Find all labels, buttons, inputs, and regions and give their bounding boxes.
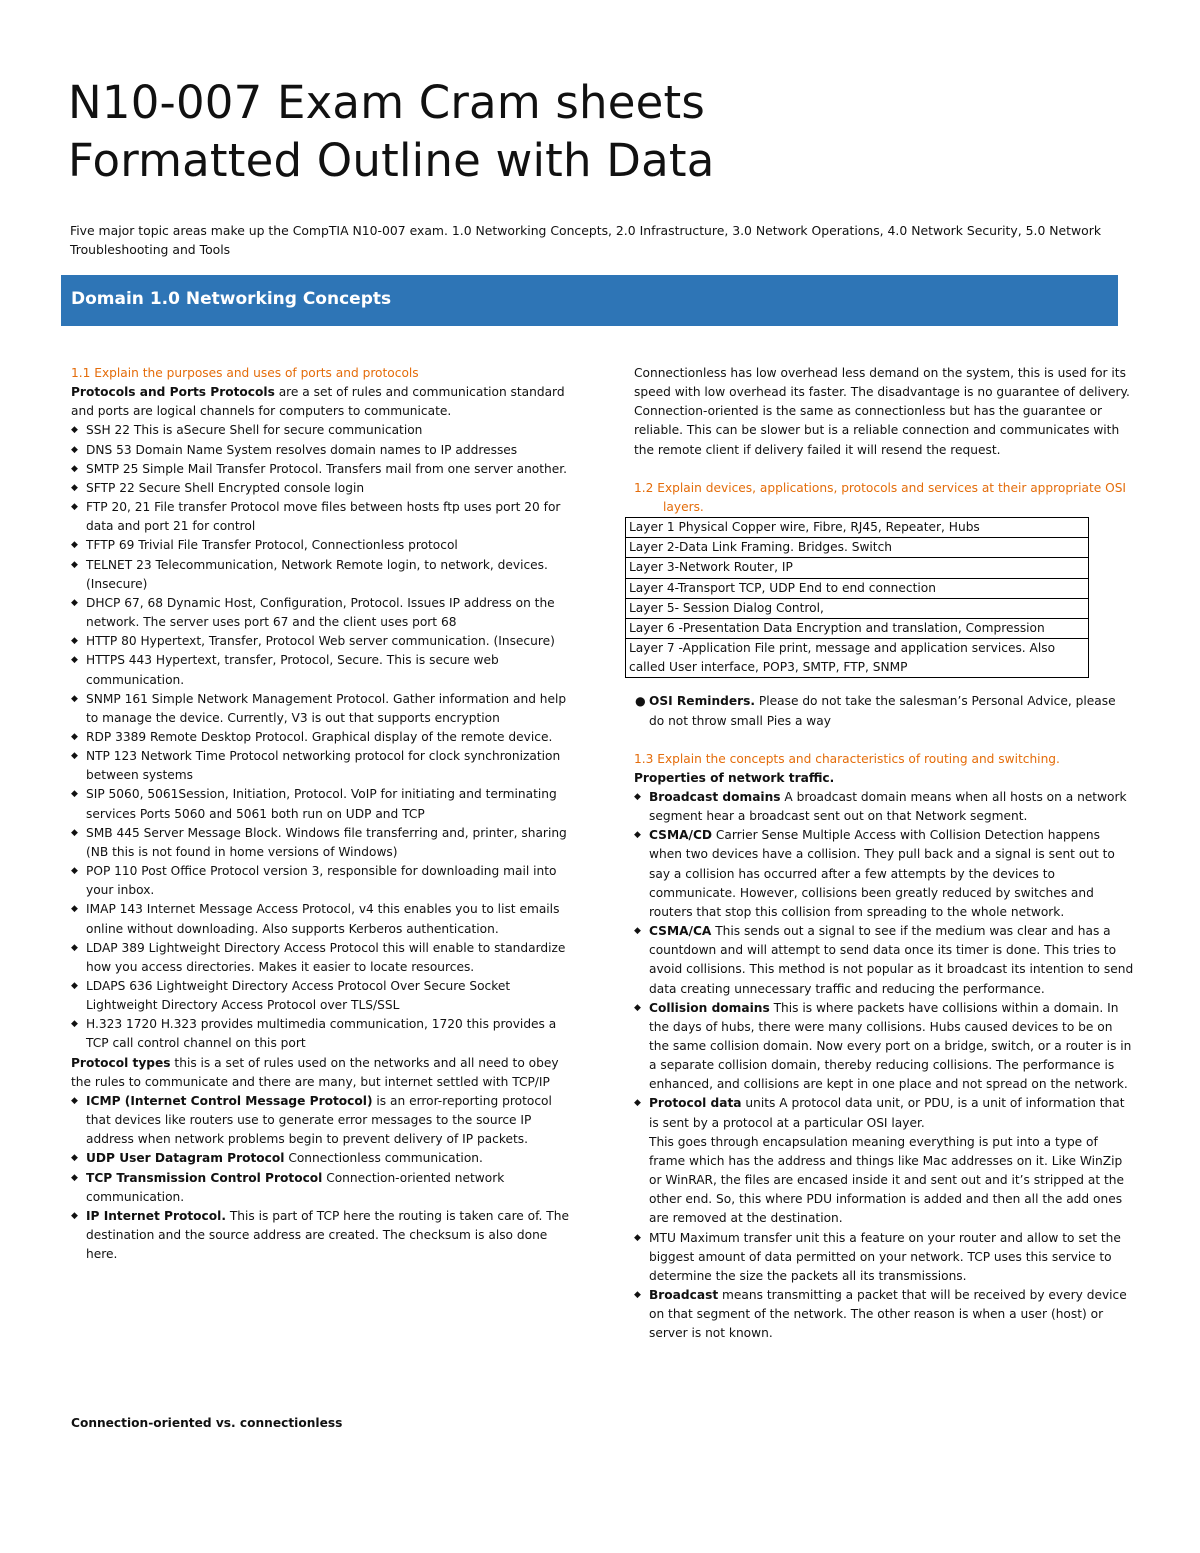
table-row: [626, 558, 1089, 578]
intro-paragraph: Five major topic areas make up the CompTIA N10-007 exam. 1.0 Networking Concepts, 2.0 Infrastructure, 3.0 Network Operations, 4.0 Network Security, 5.0 Network Troubleshooting and Tools: [70, 223, 1101, 257]
description: MTU Maximum transfer unit this a feature on your router and allow to set the biggest amount of data permitted on your network. TCP uses this service to determine the size the packets all its transmissions.: [649, 1230, 1121, 1283]
list-item: ◆ LDAPS 636 Lightweight Directory Access Protocol Over Secure Socket Lightweight Directory Access Protocol over TLS/SSL: [71, 977, 571, 1015]
table-row: [626, 618, 1089, 638]
osi-layers-table: [625, 517, 1089, 678]
protocols-ports-text: are a set of rules and communication standard and ports are logical channels for computers to communicate.: [71, 385, 565, 419]
list-item: [71, 1207, 571, 1264]
description: units A protocol data unit, or PDU, is a unit of information that is sent by a protocol at a particular OSI layer.: [649, 1096, 1125, 1130]
description-extra: This goes through encapsulation meaning everything is put into a type of frame which has the address and things like Mac addresses on it. Like WinZip or WinRAR, the files are encased inside it and sent out and it’s stripped at the other end. So, this where PDU information is added and then all the add ones are removed at the destination.: [649, 1134, 1125, 1226]
list-item: ◆ RDP 3389 Remote Desktop Protocol. Graphical display of the remote device.: [71, 728, 571, 747]
table-cell: Layer 2-Data Link Framing. Bridges. Switch: [626, 538, 1089, 558]
left-column: [71, 364, 571, 1264]
term: Broadcast domains: [649, 789, 781, 804]
title-line-2: Formatted Outline with Data: [68, 134, 715, 187]
list-item: [634, 826, 1134, 922]
protocol-types-paragraph: [71, 1054, 571, 1092]
description: Connectionless communication.: [284, 1151, 483, 1166]
bullet-icon: ●: [635, 694, 646, 709]
description: Carrier Sense Multiple Access with Collision Detection happens when two devices have a collision. They pull back and a signal is sent out to say a collision has occurred after a few attempts by the devices to communicate. However, collisions been greatly reduced by switches and routers that stop this collision from spreading to the whole network.: [649, 828, 1115, 919]
description: A broadcast domain means when all hosts on a network segment hear a broadcast sent out on that Network segment.: [649, 789, 1127, 824]
osi-reminders-term: OSI Reminders.: [649, 694, 756, 709]
list-item: ◆ H.323 1720 H.323 provides multimedia communication, 1720 this provides a TCP call control channel on this port: [71, 1015, 571, 1053]
table-cell: Layer 1 Physical Copper wire, Fibre, RJ45, Repeater, Hubs: [626, 518, 1089, 538]
list-item: ◆ SNMP 161 Simple Network Management Protocol. Gather information and help to manage the device. Currently, V3 is out that supports encryption: [71, 690, 571, 728]
list-item: ◆ DNS 53 Domain Name System resolves domain names to IP addresses: [71, 441, 571, 460]
list-item: ◆ SFTP 22 Secure Shell Encrypted console login: [71, 479, 571, 498]
protocol-types-list: [71, 1092, 571, 1264]
table-row: [626, 639, 1089, 678]
list-item: [71, 1092, 571, 1149]
section-heading-1-1: 1.1 Explain the purposes and uses of ports and protocols: [71, 366, 419, 380]
osi-reminders-text: Please do not take the salesman’s Personal Advice, please do not throw small Pies a way: [649, 694, 1116, 728]
term: UDP User Datagram Protocol: [86, 1151, 285, 1166]
domain-banner-label: Domain 1.0 Networking Concepts: [71, 289, 392, 309]
description: is an error-reporting protocol that devices like routers use to generate error messages to the source IP address when network problems begin to prevent delivery of IP packets.: [86, 1093, 552, 1147]
properties-heading: Properties of network traffic.: [634, 770, 835, 785]
connectionless-paragraph: Connectionless has low overhead less demand on the system, this is used for its speed with low overhead its faster. The disadvantage is no guarantee of delivery.: [634, 366, 1130, 400]
list-item: ◆ POP 110 Post Office Protocol version 3, responsible for downloading mail into your inbox.: [71, 862, 571, 900]
osi-reminders: [634, 692, 1134, 730]
title-line-1: N10-007 Exam Cram sheets: [68, 76, 705, 129]
protocols-ports-term: Protocols and Ports Protocols: [71, 385, 275, 400]
list-item: ◆ HTTP 80 Hypertext, Transfer, Protocol Web server communication. (Insecure): [71, 632, 571, 651]
list-item: ◆ TFTP 69 Trivial File Transfer Protocol, Connectionless protocol: [71, 536, 571, 555]
term: IP Internet Protocol.: [86, 1208, 226, 1223]
list-item: [634, 1286, 1134, 1343]
list-item: [634, 1094, 1134, 1228]
ports-list: [71, 421, 571, 1053]
protocols-ports-paragraph: [71, 383, 571, 421]
table-cell: Layer 3-Network Router, IP: [626, 558, 1089, 578]
list-item: ◆ SSH 22 This is aSecure Shell for secure communication: [71, 421, 571, 440]
traffic-properties-list: [634, 788, 1134, 1344]
list-item: [634, 999, 1134, 1095]
table-row: [626, 578, 1089, 598]
table-cell: Layer 4-Transport TCP, UDP End to end connection: [626, 578, 1089, 598]
right-column: [629, 364, 1134, 1344]
section-heading-1-3: 1.3 Explain the concepts and characteristics of routing and switching.: [634, 751, 1060, 766]
table-row: [626, 538, 1089, 558]
term: ICMP (Internet Control Message Protocol): [86, 1093, 373, 1108]
protocol-types-text: this is a set of rules used on the networks and all need to obey the rules to communicate and there are many, but internet settled with TCP/IP: [71, 1055, 559, 1089]
table-cell: Layer 5- Session Dialog Control,: [626, 598, 1089, 618]
connection-oriented-paragraph: Connection-oriented is the same as connectionless but has the guarantee or reliable. This can be slower but is a reliable connection and communicates with the remote client if delivery failed it will resend the request.: [634, 404, 1120, 457]
list-item: ◆ LDAP 389 Lightweight Directory Access Protocol this will enable to standardize how you access directories. Makes it easier to locate resources.: [71, 939, 571, 977]
list-item: ◆ DHCP 67, 68 Dynamic Host, Configuration, Protocol. Issues IP address on the network. The server uses port 67 and the client uses port 68: [71, 594, 571, 632]
description: This is part of TCP here the routing is taken care of. The destination and the source address are created. The checksum is also done here.: [86, 1208, 569, 1262]
description: Connection-oriented network communication.: [86, 1170, 505, 1204]
table-cell: Layer 7 -Application File print, message and application services. Also called User interface, POP3, SMTP, FTP, SNMP: [626, 639, 1089, 678]
term: Collision domains: [649, 1000, 770, 1015]
table-row: [626, 598, 1089, 618]
table-row: [626, 518, 1089, 538]
description: This sends out a signal to see if the medium was clear and has a countdown and will attempt to send data once its timer is done. This tries to avoid collisions. This method is not popular as it broadcast its intention to send data creating unnecessary traffic and reducing the performance.: [649, 924, 1134, 996]
connection-oriented-heading: Connection-oriented vs. connectionless: [71, 1416, 343, 1430]
term: Broadcast: [649, 1288, 719, 1303]
list-item: [634, 1229, 1134, 1286]
domain-banner: [61, 275, 1118, 326]
list-item: ◆ SMTP 25 Simple Mail Transfer Protocol. Transfers mail from one server another.: [71, 460, 571, 479]
list-item: [71, 1149, 571, 1168]
description: This is where packets have collisions within a domain. In the days of hubs, there were many collisions. Hubs caused devices to be on the same collision domain. Now every port on a bridge, switch, or a router is in a separate collision domain, thereby reducing collisions. The performance is enhanced, and collisions are kept in one place and not spread on the network.: [649, 1000, 1132, 1092]
section-heading-1-2: 1.2 Explain devices, applications, protocols and services at their appropriate OSI layers.: [634, 480, 1127, 514]
table-cell: Layer 6 -Presentation Data Encryption and translation, Compression: [626, 618, 1089, 638]
list-item: [71, 1169, 571, 1207]
term: CSMA/CA: [649, 924, 712, 939]
list-item: ◆ SIP 5060, 5061Session, Initiation, Protocol. VoIP for initiating and terminating services Ports 5060 and 5061 both run on UDP and TCP: [71, 785, 571, 823]
description: means transmitting a packet that will be received by every device on that segment of the network. The other reason is when a user (host) or server is not known.: [649, 1288, 1127, 1341]
list-item: [634, 922, 1134, 999]
list-item: ◆ TELNET 23 Telecommunication, Network Remote login, to network, devices. (Insecure): [71, 556, 571, 594]
list-item: ◆ SMB 445 Server Message Block. Windows file transferring and, printer, sharing (NB this is not found in home versions of Windows): [71, 824, 571, 862]
term: CSMA/CD: [649, 828, 713, 843]
term: TCP Transmission Control Protocol: [86, 1170, 323, 1185]
list-item: ◆ IMAP 143 Internet Message Access Protocol, v4 this enables you to list emails online without downloading. Also supports Kerberos authentication.: [71, 900, 571, 938]
list-item: ◆ FTP 20, 21 File transfer Protocol move files between hosts ftp uses port 20 for data and port 21 for control: [71, 498, 571, 536]
protocol-types-term: Protocol types: [71, 1055, 171, 1070]
list-item: ◆ NTP 123 Network Time Protocol networking protocol for clock synchronization between systems: [71, 747, 571, 785]
term: Protocol data: [649, 1096, 742, 1111]
list-item: ◆ HTTPS 443 Hypertext, transfer, Protocol, Secure. This is secure web communication.: [71, 651, 571, 689]
document-title: [68, 74, 715, 190]
list-item: [634, 788, 1134, 826]
